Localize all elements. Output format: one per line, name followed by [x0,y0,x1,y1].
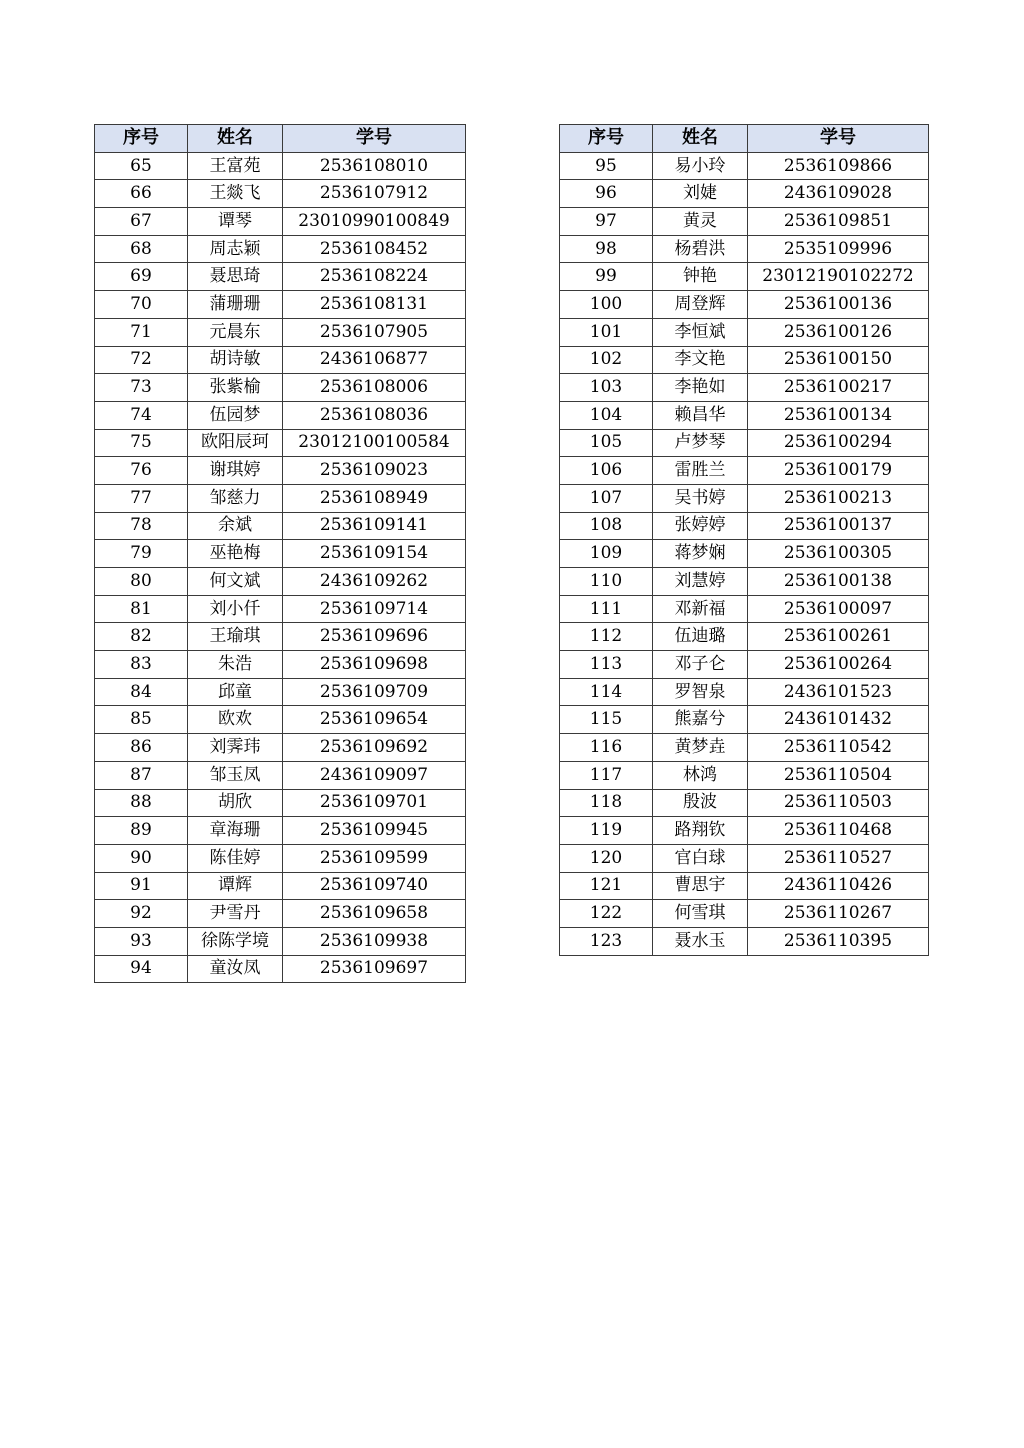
cell-name: 谭辉 [188,872,283,900]
table-row [560,374,929,402]
cell-name: 邹慈力 [188,484,283,512]
cell-seq: 100 [560,291,653,319]
cell-student-id: 2536108452 [283,235,466,263]
table-row [560,651,929,679]
table-row [560,291,929,319]
cell-name: 官白球 [653,844,748,872]
cell-student-id: 2536109851 [748,208,929,236]
cell-name: 伍迪璐 [653,623,748,651]
table-row [560,512,929,540]
cell-student-id: 2536108010 [283,152,466,180]
cell-seq: 78 [95,512,188,540]
cell-seq: 107 [560,484,653,512]
cell-name: 邓子仑 [653,651,748,679]
cell-name: 余斌 [188,512,283,540]
cell-name: 李文艳 [653,346,748,374]
cell-seq: 70 [95,291,188,319]
cell-seq: 117 [560,761,653,789]
cell-student-id: 2536107912 [283,180,466,208]
header-name: 姓名 [653,125,748,153]
cell-student-id: 2535109996 [748,235,929,263]
cell-seq: 84 [95,678,188,706]
cell-student-id: 2436109262 [283,568,466,596]
table-row [95,291,466,319]
cell-seq: 69 [95,263,188,291]
cell-name: 林鸿 [653,761,748,789]
cell-seq: 65 [95,152,188,180]
table-row [560,761,929,789]
cell-name: 张紫榆 [188,374,283,402]
table-row [560,263,929,291]
table-row [95,817,466,845]
cell-name: 朱浩 [188,651,283,679]
cell-name: 何文斌 [188,568,283,596]
cell-name: 路翔钦 [653,817,748,845]
cell-seq: 123 [560,927,653,955]
cell-student-id: 2536109696 [283,623,466,651]
student-table-right [559,124,929,956]
table-row [95,706,466,734]
cell-student-id: 2536110267 [748,900,929,928]
cell-name: 张婷婷 [653,512,748,540]
cell-student-id: 23012190102272 [748,263,929,291]
cell-student-id: 2536110542 [748,734,929,762]
table-row [95,512,466,540]
cell-name: 邓新福 [653,595,748,623]
cell-student-id: 2536108224 [283,263,466,291]
student-table-left [94,124,466,983]
table-row [95,568,466,596]
table-row [560,540,929,568]
cell-student-id: 2536100217 [748,374,929,402]
table-row [95,651,466,679]
cell-name: 黄灵 [653,208,748,236]
table-row [95,844,466,872]
cell-student-id: 2536109698 [283,651,466,679]
table-row [95,789,466,817]
cell-name: 陈佳婷 [188,844,283,872]
header-student-id: 学号 [283,125,466,153]
table-row [95,401,466,429]
table-row [95,429,466,457]
table-row [560,817,929,845]
cell-seq: 119 [560,817,653,845]
table-row [560,706,929,734]
cell-student-id: 2436109028 [748,180,929,208]
cell-seq: 111 [560,595,653,623]
table-row [95,346,466,374]
table-row [560,457,929,485]
cell-seq: 85 [95,706,188,734]
cell-seq: 86 [95,734,188,762]
cell-name: 杨碧洪 [653,235,748,263]
table-row [560,789,929,817]
cell-student-id: 2536109740 [283,872,466,900]
cell-name: 谢琪婷 [188,457,283,485]
table-row [560,734,929,762]
cell-name: 聂水玉 [653,927,748,955]
table-row [560,595,929,623]
table-row [560,484,929,512]
table-row [95,761,466,789]
cell-seq: 93 [95,927,188,955]
cell-name: 蒋梦娴 [653,540,748,568]
cell-student-id: 2536108036 [283,401,466,429]
cell-name: 王瑜琪 [188,623,283,651]
cell-name: 赖昌华 [653,401,748,429]
cell-student-id: 2536110503 [748,789,929,817]
cell-name: 刘霁玮 [188,734,283,762]
cell-student-id: 2536109023 [283,457,466,485]
cell-student-id: 2536109658 [283,900,466,928]
cell-seq: 92 [95,900,188,928]
cell-seq: 116 [560,734,653,762]
cell-seq: 94 [95,955,188,983]
cell-student-id: 2536100150 [748,346,929,374]
table-row [560,568,929,596]
cell-name: 邱童 [188,678,283,706]
cell-student-id: 2436106877 [283,346,466,374]
table-row [95,872,466,900]
cell-name: 刘小仟 [188,595,283,623]
cell-name: 卢梦琴 [653,429,748,457]
cell-seq: 87 [95,761,188,789]
cell-student-id: 2536109714 [283,595,466,623]
cell-name: 殷波 [653,789,748,817]
cell-name: 曹思宇 [653,872,748,900]
cell-name: 罗智泉 [653,678,748,706]
cell-student-id: 2536108131 [283,291,466,319]
table-header-row [95,125,466,153]
cell-student-id: 2436109097 [283,761,466,789]
table-row [560,429,929,457]
cell-seq: 73 [95,374,188,402]
cell-seq: 66 [95,180,188,208]
cell-student-id: 2536108006 [283,374,466,402]
cell-name: 刘婕 [653,180,748,208]
cell-name: 聂思琦 [188,263,283,291]
cell-name: 李艳如 [653,374,748,402]
table-row [560,208,929,236]
cell-student-id: 2536109866 [748,152,929,180]
cell-name: 巫艳梅 [188,540,283,568]
cell-seq: 79 [95,540,188,568]
table-row [560,152,929,180]
cell-seq: 80 [95,568,188,596]
cell-seq: 102 [560,346,653,374]
cell-student-id: 2436101523 [748,678,929,706]
cell-student-id: 2536110395 [748,927,929,955]
table-row [95,318,466,346]
cell-seq: 118 [560,789,653,817]
cell-seq: 122 [560,900,653,928]
table-row [560,900,929,928]
cell-seq: 101 [560,318,653,346]
cell-name: 伍园梦 [188,401,283,429]
cell-seq: 105 [560,429,653,457]
cell-seq: 68 [95,235,188,263]
cell-seq: 114 [560,678,653,706]
header-student-id: 学号 [748,125,929,153]
cell-name: 邹玉凤 [188,761,283,789]
table-row [560,318,929,346]
cell-student-id: 2536109709 [283,678,466,706]
cell-name: 李恒斌 [653,318,748,346]
cell-name: 谭琴 [188,208,283,236]
table-row [95,457,466,485]
cell-student-id: 23010990100849 [283,208,466,236]
cell-student-id: 2536110527 [748,844,929,872]
cell-seq: 115 [560,706,653,734]
table-row [95,734,466,762]
cell-name: 蒲珊珊 [188,291,283,319]
cell-student-id: 2436101432 [748,706,929,734]
table-row [95,927,466,955]
cell-name: 周志颖 [188,235,283,263]
table-row [560,872,929,900]
cell-seq: 76 [95,457,188,485]
cell-student-id: 2536100138 [748,568,929,596]
cell-student-id: 2536100213 [748,484,929,512]
cell-name: 刘慧婷 [653,568,748,596]
table-row [95,540,466,568]
cell-seq: 71 [95,318,188,346]
cell-seq: 75 [95,429,188,457]
cell-seq: 90 [95,844,188,872]
cell-name: 欧欢 [188,706,283,734]
cell-student-id: 2536100305 [748,540,929,568]
cell-student-id: 2536100137 [748,512,929,540]
cell-student-id: 2436110426 [748,872,929,900]
cell-seq: 108 [560,512,653,540]
header-seq: 序号 [560,125,653,153]
cell-student-id: 2536100179 [748,457,929,485]
cell-seq: 77 [95,484,188,512]
table-row [95,955,466,983]
cell-seq: 88 [95,789,188,817]
cell-student-id: 2536107905 [283,318,466,346]
table-row [95,374,466,402]
table-row [95,623,466,651]
cell-student-id: 2536110504 [748,761,929,789]
table-row [95,484,466,512]
cell-seq: 104 [560,401,653,429]
cell-seq: 120 [560,844,653,872]
cell-name: 王富苑 [188,152,283,180]
cell-seq: 74 [95,401,188,429]
table-row [95,180,466,208]
cell-seq: 95 [560,152,653,180]
table-row [95,595,466,623]
cell-seq: 81 [95,595,188,623]
cell-name: 周登辉 [653,291,748,319]
cell-seq: 98 [560,235,653,263]
cell-seq: 97 [560,208,653,236]
cell-name: 何雪琪 [653,900,748,928]
table-row [560,401,929,429]
cell-name: 胡诗敏 [188,346,283,374]
table-row [95,208,466,236]
header-name: 姓名 [188,125,283,153]
cell-name: 童汝凤 [188,955,283,983]
cell-seq: 109 [560,540,653,568]
table-row [95,152,466,180]
cell-seq: 89 [95,817,188,845]
cell-seq: 82 [95,623,188,651]
cell-student-id: 2536109141 [283,512,466,540]
cell-name: 雷胜兰 [653,457,748,485]
cell-student-id: 2536109701 [283,789,466,817]
cell-student-id: 2536109599 [283,844,466,872]
cell-seq: 96 [560,180,653,208]
cell-seq: 113 [560,651,653,679]
cell-student-id: 2536109154 [283,540,466,568]
cell-name: 熊嘉兮 [653,706,748,734]
cell-name: 徐陈学境 [188,927,283,955]
table-row [560,235,929,263]
cell-seq: 103 [560,374,653,402]
cell-student-id: 2536108949 [283,484,466,512]
cell-student-id: 2536109654 [283,706,466,734]
cell-student-id: 2536100261 [748,623,929,651]
cell-seq: 72 [95,346,188,374]
table-header-row [560,125,929,153]
cell-student-id: 2536100136 [748,291,929,319]
cell-student-id: 23012100100584 [283,429,466,457]
cell-name: 欧阳辰珂 [188,429,283,457]
cell-seq: 99 [560,263,653,291]
cell-seq: 83 [95,651,188,679]
cell-name: 胡欣 [188,789,283,817]
cell-name: 王燚飞 [188,180,283,208]
cell-student-id: 2536109945 [283,817,466,845]
cell-student-id: 2536100134 [748,401,929,429]
table-row [95,678,466,706]
cell-seq: 112 [560,623,653,651]
table-row [560,678,929,706]
table-row [560,346,929,374]
table-row [95,235,466,263]
cell-name: 尹雪丹 [188,900,283,928]
cell-student-id: 2536109697 [283,955,466,983]
cell-student-id: 2536100097 [748,595,929,623]
table-row [560,623,929,651]
table-row [560,180,929,208]
table-row [560,927,929,955]
cell-seq: 110 [560,568,653,596]
cell-student-id: 2536109938 [283,927,466,955]
cell-seq: 121 [560,872,653,900]
cell-name: 黄梦垚 [653,734,748,762]
table-row [560,844,929,872]
cell-name: 章海珊 [188,817,283,845]
cell-student-id: 2536100126 [748,318,929,346]
cell-name: 易小玲 [653,152,748,180]
cell-name: 钟艳 [653,263,748,291]
header-seq: 序号 [95,125,188,153]
cell-student-id: 2536100264 [748,651,929,679]
table-row [95,900,466,928]
cell-seq: 91 [95,872,188,900]
cell-seq: 67 [95,208,188,236]
cell-seq: 106 [560,457,653,485]
cell-name: 吴书婷 [653,484,748,512]
cell-name: 元晨东 [188,318,283,346]
cell-student-id: 2536100294 [748,429,929,457]
cell-student-id: 2536109692 [283,734,466,762]
table-row [95,263,466,291]
cell-student-id: 2536110468 [748,817,929,845]
